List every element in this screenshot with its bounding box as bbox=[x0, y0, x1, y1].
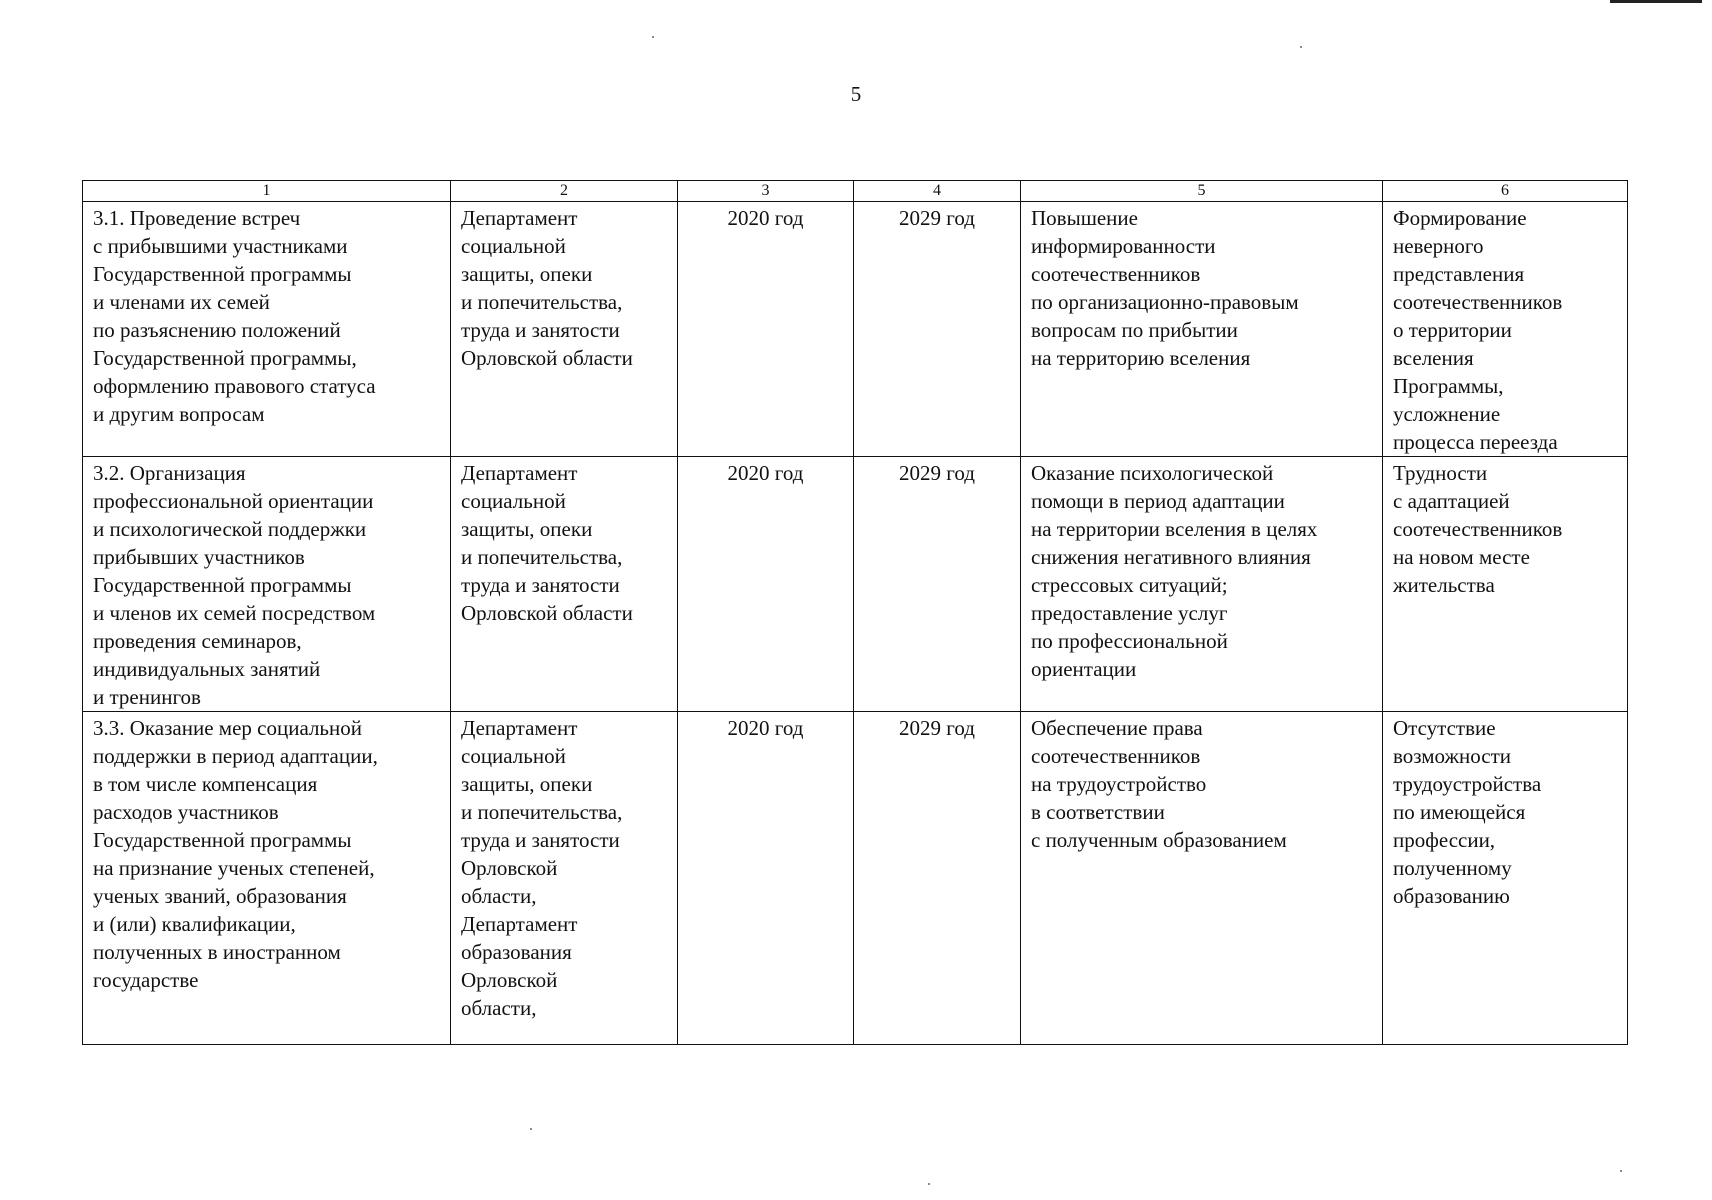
start-year-cell: 2020 год bbox=[678, 712, 854, 1045]
executor-text: Департамент социальной защиты, опеки и попечительства, труда и занятости Орловской области, Департамент образования Орловской области, bbox=[461, 716, 623, 1020]
table-header-row bbox=[83, 181, 1628, 202]
end-year-cell: 2029 год bbox=[854, 712, 1021, 1045]
measure-text: 3.1. Проведение встреч с прибывшими участниками Государственной программы и членами их семей по разъяснению положений Государственной программы, оформлению правового статуса и другим вопросам bbox=[93, 206, 376, 426]
result-cell bbox=[1021, 712, 1383, 1045]
result-text: Оказание психологической помощи в период адаптации на территории вселения в целях снижения негативного влияния стрессовых ситуаций; предоставление услуг по профессиональной ориентации bbox=[1031, 461, 1318, 681]
end-year-cell: 2029 год bbox=[854, 202, 1021, 457]
end-year-cell: 2029 год bbox=[854, 457, 1021, 712]
scan-speck bbox=[1620, 1170, 1622, 1172]
measure-cell bbox=[83, 202, 451, 457]
scan-edge-mark bbox=[1610, 0, 1702, 3]
consequences-cell bbox=[1383, 202, 1628, 457]
result-text: Обеспечение права соотечественников на трудоустройство в соответствии с полученным образованием bbox=[1031, 716, 1287, 852]
scan-speck bbox=[928, 1183, 930, 1185]
scan-speck bbox=[1300, 46, 1302, 48]
result-cell bbox=[1021, 202, 1383, 457]
consequences-cell bbox=[1383, 712, 1628, 1045]
scan-speck bbox=[530, 1128, 532, 1130]
table-row bbox=[83, 202, 1628, 457]
table-row bbox=[83, 457, 1628, 712]
measure-text: 3.2. Организация профессиональной ориентации и психологической поддержки прибывших участников Государственной программы и членов их семей посредством проведения семинаров, индивидуальных занятий и тренингов bbox=[93, 461, 376, 709]
column-header: 6 bbox=[1383, 181, 1628, 202]
table-row bbox=[83, 712, 1628, 1045]
start-year-cell: 2020 год bbox=[678, 457, 854, 712]
measure-text: 3.3. Оказание мер социальной поддержки в период адаптации, в том числе компенсация расходов участников Государственной программы на признание ученых степеней, ученых званий, образования и (или) квалификации, полученных в иностранном государстве bbox=[93, 716, 378, 992]
scan-speck bbox=[652, 36, 654, 38]
measure-cell bbox=[83, 457, 451, 712]
executor-text: Департамент социальной защиты, опеки и попечительства, труда и занятости Орловской области bbox=[461, 461, 633, 625]
measures-table bbox=[82, 180, 1628, 1045]
result-cell bbox=[1021, 457, 1383, 712]
column-header: 2 bbox=[451, 181, 678, 202]
measure-cell bbox=[83, 712, 451, 1045]
result-text: Повышение информированности соотечественников по организационно-правовым вопросам по прибытии на территорию вселения bbox=[1031, 206, 1299, 370]
column-header: 1 bbox=[83, 181, 451, 202]
executor-text: Департамент социальной защиты, опеки и попечительства, труда и занятости Орловской области bbox=[461, 206, 633, 370]
column-header: 3 bbox=[678, 181, 854, 202]
column-header: 4 bbox=[854, 181, 1021, 202]
consequences-text: Формирование неверного представления соотечественников о территории вселения Программы, усложнение процесса переезда bbox=[1393, 206, 1563, 454]
executor-cell bbox=[451, 712, 678, 1045]
start-year-cell: 2020 год bbox=[678, 202, 854, 457]
executor-cell bbox=[451, 457, 678, 712]
column-header: 5 bbox=[1021, 181, 1383, 202]
consequences-text: Отсутствие возможности трудоустройства по имеющейся профессии, полученному образованию bbox=[1393, 716, 1542, 908]
consequences-cell bbox=[1383, 457, 1628, 712]
page-number: 5 bbox=[850, 82, 862, 106]
consequences-text: Трудности с адаптацией соотечественников на новом месте жительства bbox=[1393, 461, 1563, 597]
executor-cell bbox=[451, 202, 678, 457]
